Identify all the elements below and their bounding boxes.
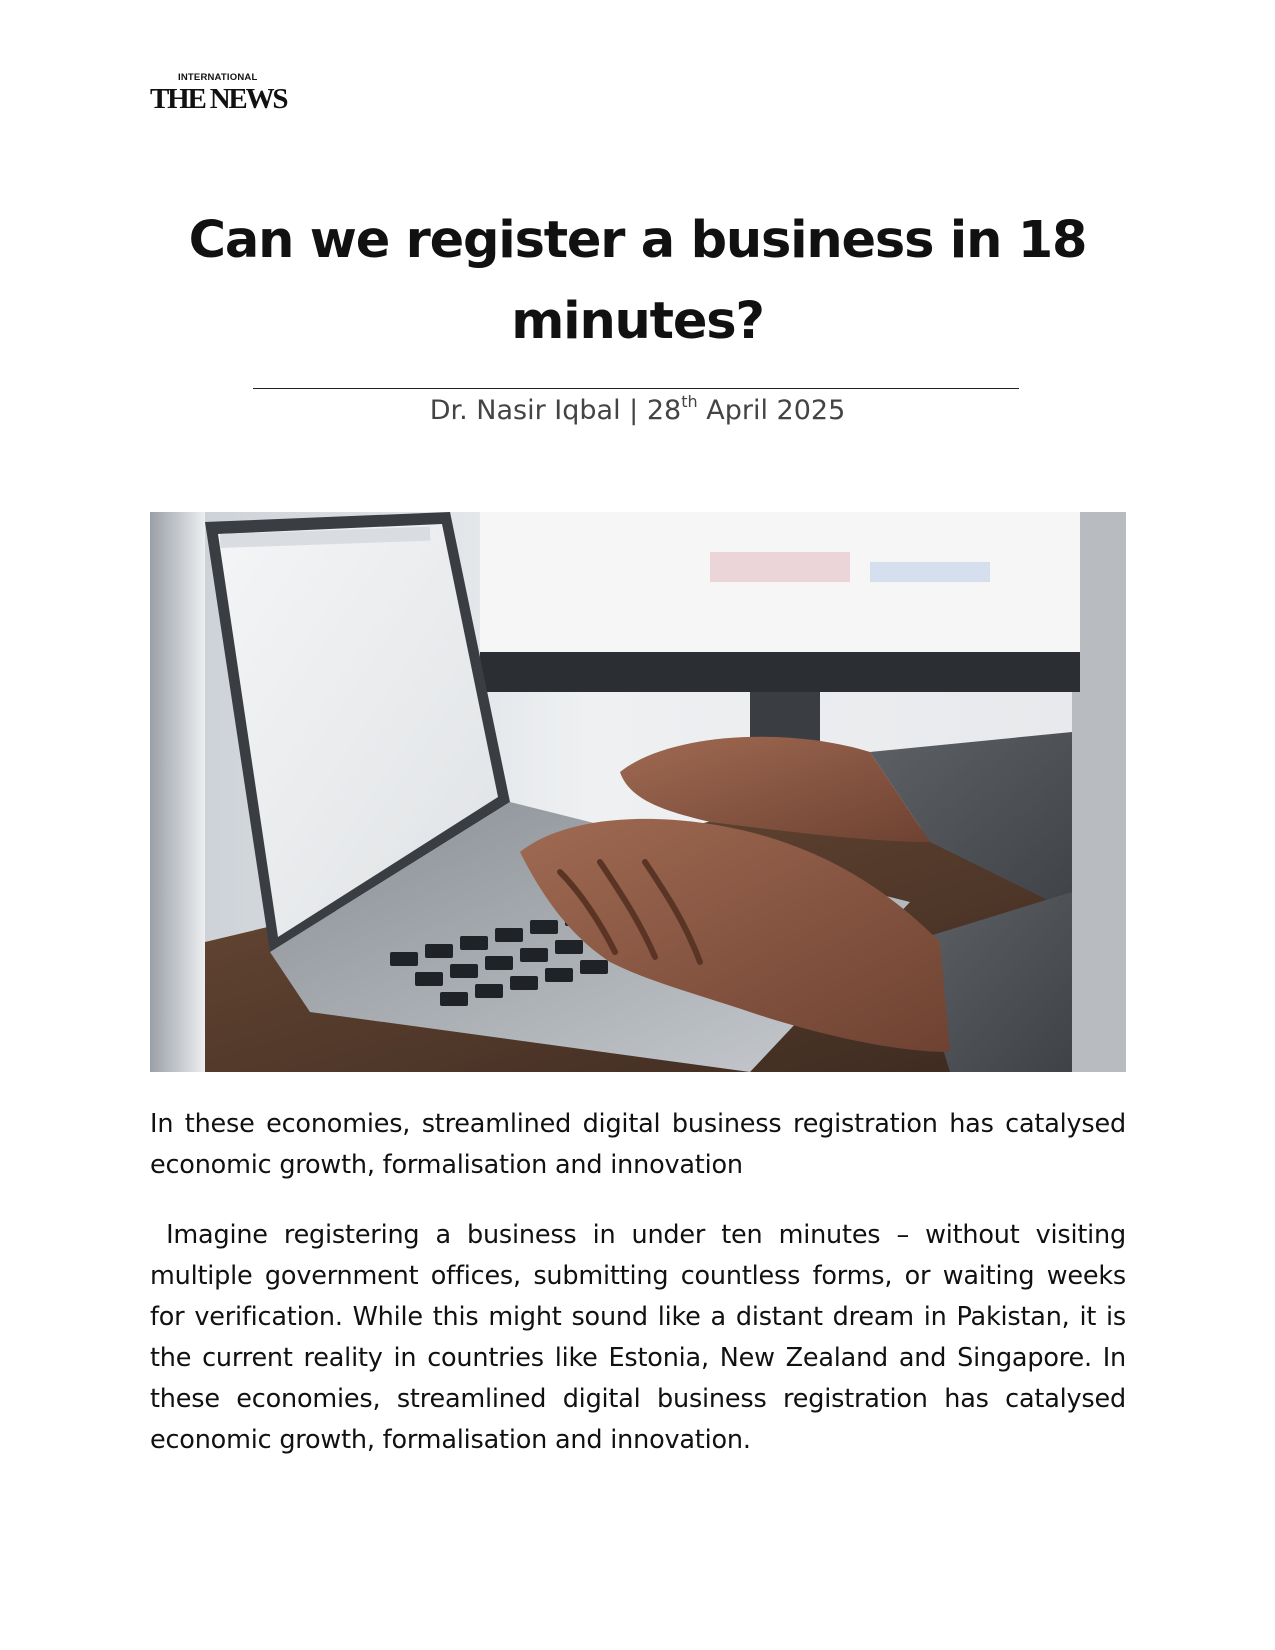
headline-divider bbox=[253, 388, 1019, 389]
masthead-name: THE NEWS bbox=[150, 83, 287, 115]
laptop-typing-illustration bbox=[150, 512, 1126, 1072]
date-month-year: April 2025 bbox=[706, 395, 846, 426]
masthead-logo bbox=[150, 72, 300, 122]
article-body-paragraph: Imagine registering a business in under ten minutes – without visiting multiple government offices, submitting countless forms, or waiting weeks for verification. While this might sound like a distant dream in Pakistan, it is the current reality in countries like Estonia, New Zealand and Singapore. In these economies, streamlined digital business registration has catalysed economic growth, formalisation and innovation. bbox=[150, 1220, 1126, 1455]
byline-author: Dr. Nasir Iqbal bbox=[429, 395, 621, 426]
byline bbox=[150, 393, 1125, 429]
masthead-top-line: INTERNATIONAL bbox=[178, 72, 258, 83]
byline-separator: | bbox=[629, 395, 639, 426]
date-suffix: th bbox=[681, 392, 698, 411]
date-day: 28 bbox=[646, 395, 682, 426]
byline-date bbox=[646, 392, 846, 426]
article-lede: In these economies, streamlined digital business registration has catalysed economic growth, formalisation and innovation bbox=[150, 1109, 1126, 1180]
article-headline: Can we register a business in 18 minutes? bbox=[188, 211, 1087, 351]
article-photo bbox=[150, 512, 1126, 1072]
